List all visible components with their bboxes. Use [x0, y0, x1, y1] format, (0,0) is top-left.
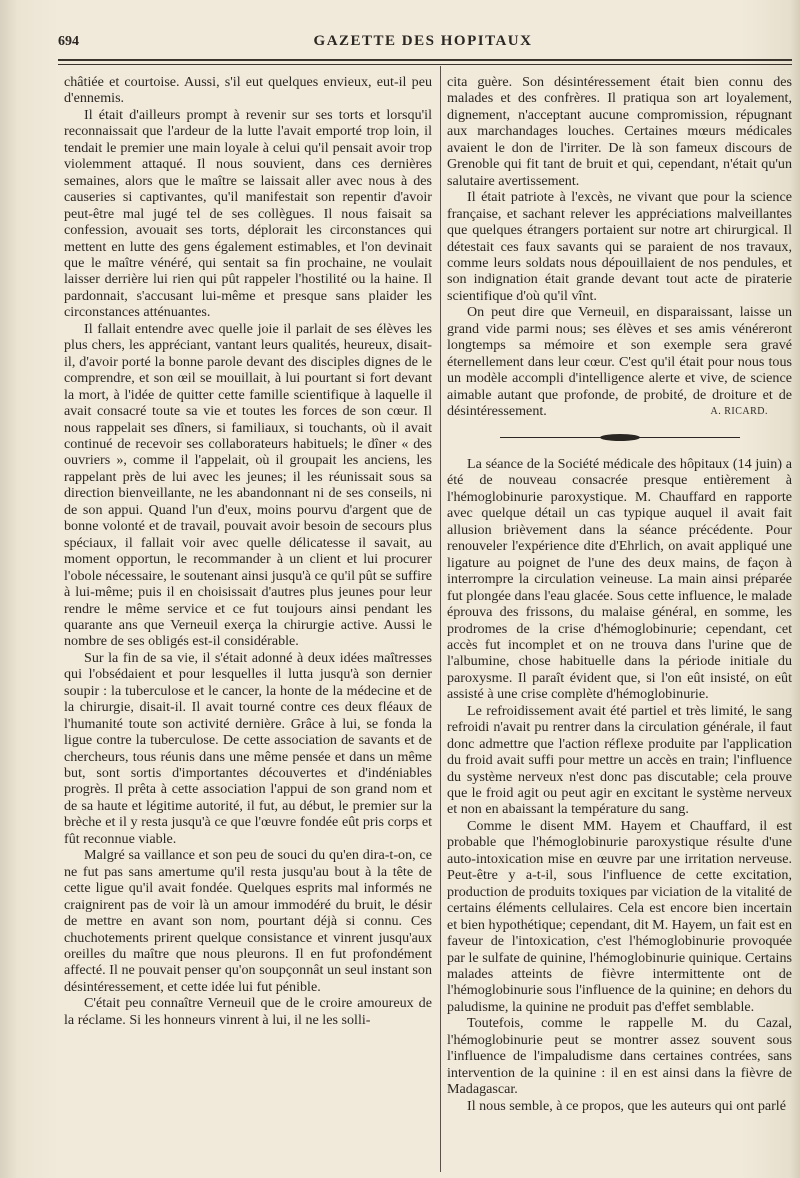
paragraph: Il était patriote à l'excès, ne vivant que pour la science française, et sachant relever les appréciations malveillantes que quelques étrangers portaient sur notre art chirurgical. Il détestait ces faux savants qui se paraient de nos travaux, comme leurs soldats nous dépouillaient de nos pendules, et son indignation était grande devant tout acte de piraterie scientifique d'où qu'il vînt.: [447, 189, 792, 304]
paragraph: cita guère. Son désintéressement était bien connu des malades et des confrères. Il pratiqua son art loyalement, dignement, n'acceptant aucune compromission, répugnant aux marchandages louches. Certaines mœurs médicales avaient le don de l'irriter. De là son fameux discours de Grenoble qui fit tant de bruit et qui, cependant, n'était qu'un salutaire avertissement.: [447, 74, 792, 189]
paragraph: Le refroidissement avait été partiel et très limité, le sang refroidi n'avait pu rentrer dans la circulation générale, il faut donc admettre que l'action réflexe produite par l'application du froid avait suffi pour mettre un accès en train; l'influence du système nerveux n'est donc pas discutable; cela prouve que le froid agit ou peut agir en excitant le système nerveux et non en abaissant la température du sang.: [447, 702, 792, 818]
separator-ornament: [600, 434, 640, 441]
paragraph: Toutefois, comme le rappelle M. du Cazal, l'hémoglobinurie peut se montrer assez souvent sous l'influence de l'impaludisme dans certaines contrées, sans intervention de la quinine : il en est ainsi dans la fièvre de Madagascar.: [447, 1015, 792, 1098]
right-column: [447, 74, 792, 1114]
paragraph: Sur la fin de sa vie, il s'était adonné à deux idées maîtresses qui l'obsédaient et pour lesquelles il lutta jusqu'à son dernier soupir : la tuberculose et le cancer, la honte de la médecine et de la chirurgie, disait-il. Il avait tourné contre ces deux fléaux de l'humanité toute son activité dernière. Grâce à lui, se fonda la ligue contre la tuberculose. De cette association de savants et de chercheurs, tous réunis dans une même pensée et dans un même but, sont sortis d'importantes découvertes et d'indéniables progrès. Il prêta à cette association l'appui de son grand nom et de sa haute et légitime autorité, il fut, au début, le premier sur la brèche et il y resta jusqu'à ce que l'œuvre fondée eût pris corps et fût reconnue viable.: [64, 649, 432, 847]
section-separator: [500, 434, 740, 442]
paragraph: châtiée et courtoise. Aussi, s'il eut quelques envieux, eut-il peu d'ennemis.: [64, 74, 432, 107]
paragraph: Il nous semble, à ce propos, que les auteurs qui ont parlé: [467, 1097, 786, 1114]
page-number: 694: [58, 34, 79, 49]
paragraph: Il était d'ailleurs prompt à revenir sur ses torts et lorsqu'il reconnaissait que l'ardeur de la lutte l'avait emporté trop loin, il tendait le premier une main loyale à celui qu'il pensait avoir trop violemment attaqué. Il nous souvient, dans ces dernières semaines, alors que le maître se laissait aller avec nous à des causeries si captivantes, qu'il manifestait son repentir d'avoir peut-être mal jugé tel de ses collègues. Il nous faisait sa confession, avouait ses torts, déplorait les circonstances qui mettent en lutte des gens également estimables, et l'on devinait que le maître vénéré, qui sentait sa fin prochaine, ne voulait laisser derrière lui rien qui pût rappeler l'hostilité ou la haine. Il pardonnait, s'accusant lui-même et presque sans plaider les circonstances atténuantes.: [64, 106, 432, 321]
paragraph: Malgré sa vaillance et son peu de souci du qu'en dira-t-on, ce ne fut pas sans amertume qu'il resta jusqu'au bout à la tête de cette ligue qu'il avait fondée. Quelques esprits mal informés ne craignirent pas de voir là un amour immodéré du bruit, le désir de mettre en avant son nom, pourtant déjà si connu. Ces chuchotements prirent quelque consistance et vinrent jusqu'aux oreilles du maître que nous pleurons. Il en fut profondément affecté. Il ne pouvait penser qu'on soupçonnât un seul instant son désintéressement, et cette idée lui fut pénible.: [64, 847, 432, 995]
paragraph: C'était peu connaître Verneuil que de le croire amoureux de la réclame. Si les honneurs vinrent à lui, il ne les solli-: [64, 995, 432, 1028]
header-rule-thin: [58, 64, 792, 65]
paragraph: On peut dire que Verneuil, en disparaissant, laisse un grand vide parmi nous; ses élèves et ses amis vénéreront longtemps sa mémoire et son exemple sera gravé éternellement dans leur cœur. C'est qu'il était pour nous tous un modèle accompli d'intelligence alerte et vive, de science aimable autant que profonde, de probité, de droiture et de désintéressement.: [447, 304, 792, 420]
journal-title: GAZETTE DES HOPITAUX: [313, 33, 533, 49]
page-header: [58, 30, 788, 56]
header-rule: [58, 59, 792, 61]
paragraph: Comme le disent MM. Hayem et Chauffard, il est probable que l'hémoglobinurie paroxystique résulte d'une auto-intoxication mise en œuvre par une irritation nerveuse. Peut-être y a-t-il, sous l'influence de cette excitation, production de produits toxiques par viciation de la vitalité de certains éléments cellulaires. Cela est encore bien incertain et bien hypothétique; cependant, dit M. Hayem, un fait est en faveur de l'intoxication, c'est l'hémoglobinurie provoquée par le sulfate de quinine, l'hémoglobinurie quinique. Certains malades atteints de fièvre intermittente ont de l'hémoglobinurie sous l'influence de la quinine; en dehors du paludisme, la quinine ne produit pas d'effet semblable.: [447, 817, 793, 1015]
paragraph: La séance de la Société médicale des hôpitaux (14 juin) a été de nouveau consacrée presque entièrement à l'hémoglobinurie paroxystique. M. Chauffard en rapporte avec quelque détail un cas typique auquel il avait fait allusion brièvement dans la séance précédente. Pour renouveler l'expérience dite d'Ehrlich, on avait appliqué une ligature au poignet de l'une des deux mains, de façon à interrompre la circulation veineuse. La main ainsi préparée fut plongée dans l'eau glacée. Sous cette influence, le malade éprouva des frissons, du malaise général, en somme, les prodromes de la crise d'hémoglobinurie; cependant, cet accès fut incomplet et on ne trouva dans l'urine que de l'albumine, chose habituelle dans la période initiale du paroxysme. Il paraît évident que, si l'on eût insisté, on eût assisté à une crise complète d'hémoglobinurie.: [447, 455, 792, 703]
paragraph: Il fallait entendre avec quelle joie il parlait de ses élèves les plus chers, les appréciant, vantant leurs qualités, heureux, disait-il, d'avoir porté la bonne parole devant des disciples dignes de le comprendre, et son œil se mouillait, à lui pourtant si fort devant la mort, à l'idée de quitter cette famille scientifique à laquelle il avait consacré toute sa vie et toutes les forces de son cœur. Il nous rappelait ses dîners, si familiaux, si touchants, où il avait continué de recevoir ses collaborateurs habituels; le dîner « des ouvriers », comme il l'appelait, où il groupait les anciens, les rappelant près de lui avec les jeunes; il les réunissait sous sa direction bienveillante, ne les abandonnant ni de ses conseils, ni de son appui. Quand l'un d'eux, moins pourvu d'argent que de bonne volonté et de travail, pouvait avoir besoin de secours plus spéciaux, il fallait voir avec quelle délicatesse il savait, au moment opportun, le recommander à un client et lui procurer l'obole nécessaire, le soutenant ainsi jusqu'à ce qu'il pût se suffire à lui-même; puis il en choisissait d'autres plus jeunes pour leur rendre le même service et ce fut toujours ainsi pendant les quarante ans que Verneuil exerça la chirurgie active. Aussi le nombre de ses obligés est-il considérable.: [64, 320, 432, 650]
article-signature: A. RICARD.: [710, 405, 768, 417]
column-divider: [440, 66, 441, 1172]
left-column: [64, 74, 432, 1028]
